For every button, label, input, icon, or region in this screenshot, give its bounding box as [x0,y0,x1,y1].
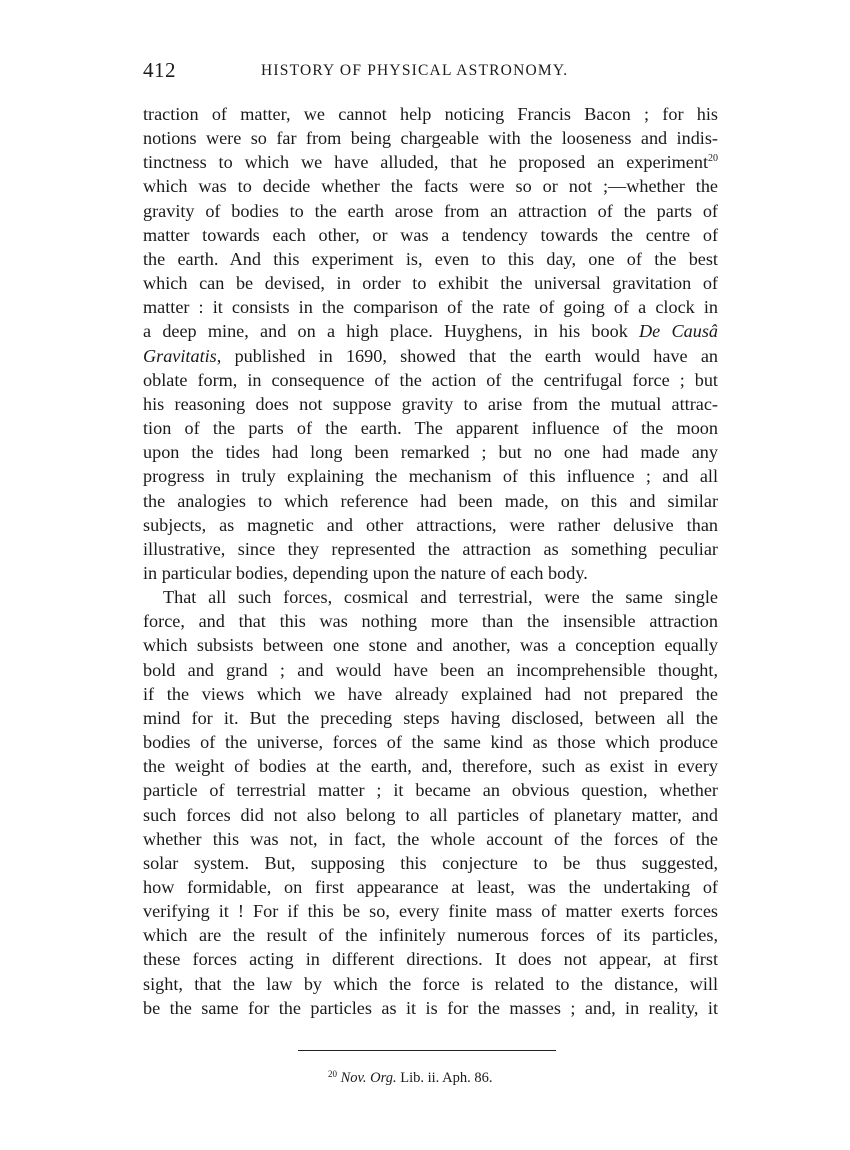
text-line: particle of terrestrial matter ; it became an obvious question, whether [143,780,718,801]
text-line: the earth. And this experiment is, even to this day, one of the best [143,248,718,269]
text-line: sight, that the law by which the force is related to the distance, will [143,973,718,994]
page-number: 412 [143,58,176,82]
text-line: these forces acting in different directions. It does not appear, at first [143,949,718,970]
text-line: traction of matter, we cannot help noticing Francis Bacon ; for his [143,104,718,124]
footnote-marker: 20 [328,1069,337,1079]
running-head [143,58,718,84]
footnote-divider [298,1050,556,1051]
text-line: gravity of bodies to the earth arose from an attraction of the parts of [143,200,718,221]
text-line: solar system. But, supposing this conjecture to be thus suggested, [143,852,718,873]
running-title: HISTORY OF PHYSICAL ASTRONOMY. [261,62,569,79]
body-text [143,102,718,1020]
text-line: force, and that this was nothing more than the insensible attraction [143,611,718,632]
text-line: tion of the parts of the earth. The apparent influence of the moon [143,418,718,439]
text-line: such forces did not also belong to all particles of planetary matter, and [143,804,718,825]
text-line: be the same for the particles as it is for the masses ; and, in reality, it [143,997,718,1018]
text-line: how formidable, on first appearance at least, was the undertaking of [143,877,718,897]
text-line: mind for it. But the preceding steps having disclosed, between all the [143,707,718,728]
footnote [328,1070,492,1087]
book-page [143,58,718,1020]
text-line: subjects, as magnetic and other attractions, were rather delusive than [143,514,718,535]
text-line: oblate form, in consequence of the action of the centrifugal force ; but [143,369,718,390]
text-segment: , published in 1690, showed that the earth would have an [216,345,718,366]
text-line: illustrative, since they represented the attraction as something peculiar [143,538,718,559]
text-line: notions were so far from being chargeable with the looseness and indis- [143,128,718,149]
text-line: upon the tides had long been remarked ; but no one had made any [143,442,718,463]
text-line: the weight of bodies at the earth, and, therefore, such as exist in every [143,756,718,777]
book-title-italic: Gravitatis [143,345,217,366]
text-line: which can be devised, in order to exhibit the universal gravitation of [143,273,718,294]
text-line: if the views which we have already explained had not prepared the [143,683,718,704]
text-line: which are the result of the infinitely numerous forces of its particles, [143,925,718,946]
text-line: which subsists between one stone and another, was a conception equally [143,635,718,656]
footnote-reference: 20 [708,153,718,165]
text-line: matter : it consists in the comparison of the rate of going of a clock in [143,297,718,318]
text-line [143,319,718,343]
text-line: bold and grand ; and would have been an incomprehensible thought, [143,659,718,680]
text-line: bodies of the universe, forces of the same kind as those which produce [143,732,718,753]
text-line [143,150,718,174]
text-line: which was to decide whether the facts were so or not ;—whether the [143,176,718,197]
book-title-italic: De Causâ [639,321,718,342]
text-line: verifying it ! For if this be so, every finite mass of matter exerts forces [143,901,718,922]
text-line: That all such forces, cosmical and terrestrial, were the same single [163,587,718,608]
footnote-text: Lib. ii. Aph. 86. [396,1070,493,1086]
text-segment: a deep mine, and on a high place. Huyghens, in his book [143,321,640,342]
text-line: matter towards each other, or was a tendency towards the centre of [143,224,718,245]
text-line: his reasoning does not suppose gravity to arise from the mutual attrac- [143,393,718,414]
text-segment: tinctness to which we have alluded, that he proposed an experiment [143,152,708,173]
text-line: progress in truly explaining the mechanism of this influence ; and all [143,466,718,487]
text-line: in particular bodies, depending upon the nature of each body. [143,562,588,583]
text-line [143,344,718,368]
text-line: the analogies to which reference had been made, on this and similar [143,490,718,511]
text-line: whether this was not, in fact, the whole account of the forces of the [143,828,718,849]
footnote-source-italic: Nov. Org. [340,1070,397,1086]
